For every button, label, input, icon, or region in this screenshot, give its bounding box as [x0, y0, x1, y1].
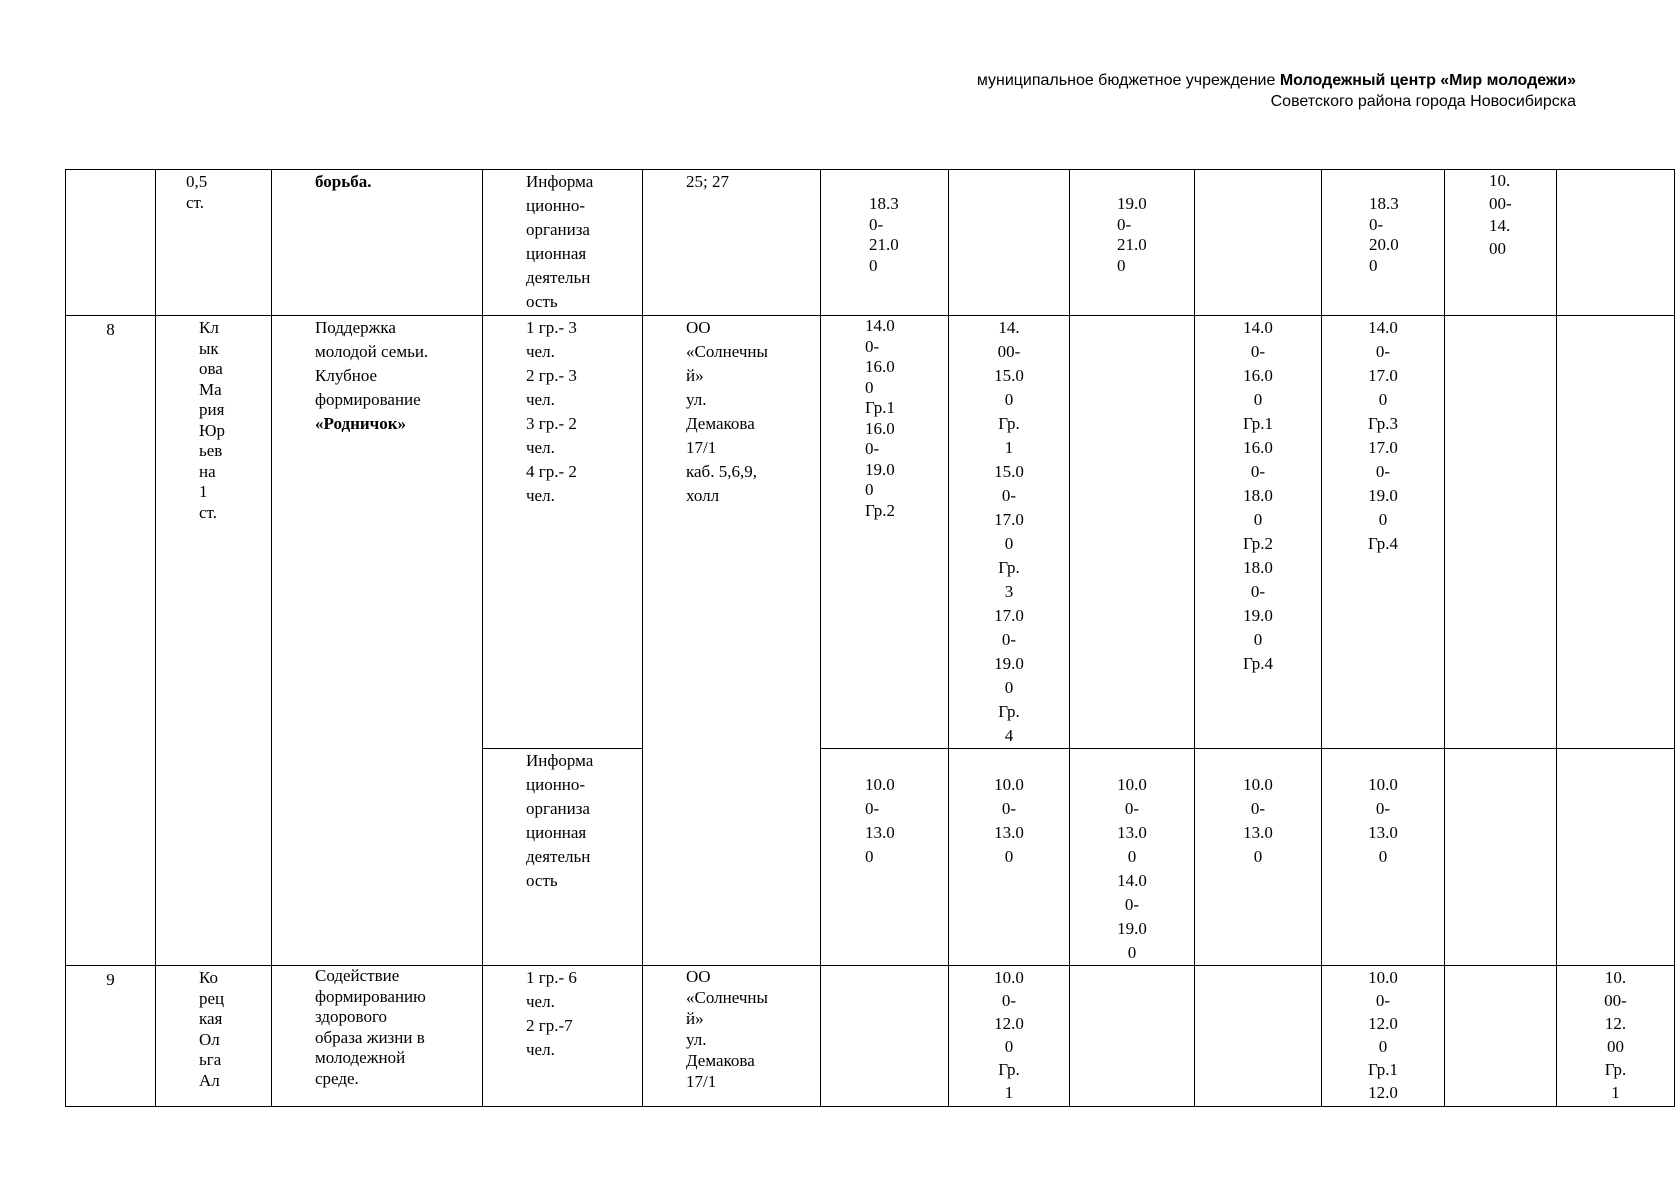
- cell-friday: 10.0 0- 13.0 0: [1322, 749, 1445, 966]
- cell-monday: 18.3 0- 21.0 0: [821, 170, 949, 316]
- header-org-name: Молодежный центр «Мир молодежи»: [1279, 72, 1576, 89]
- cell-thursday: 14.0 0- 16.0 0 Гр.1 16.0 0- 18.0 0 Гр.2 18.0 0- 19.0 0 Гр.4: [1195, 316, 1322, 749]
- cell-tuesday: 14. 00- 15.0 0 Гр. 1 15.0 0- 17.0 0 Гр. 3 17.0 0- 19.0 0 Гр. 4: [949, 316, 1070, 749]
- cell-groups: 1 гр.- 6 чел. 2 гр.-7 чел.: [483, 966, 643, 1107]
- document-header: [977, 70, 1576, 112]
- cell-thursday: [1195, 170, 1322, 316]
- cell-thursday: [1195, 966, 1322, 1107]
- cell-saturday: [1445, 966, 1557, 1107]
- cell-friday: 10.0 0- 12.0 0 Гр.1 12.0: [1322, 966, 1445, 1107]
- cell-groups: 1 гр.- 3 чел. 2 гр.- 3 чел. 3 гр.- 2 чел. 4 гр.- 2 чел.: [483, 316, 643, 749]
- cell-groups: Информа ционно- организа ционная деятельн ость: [483, 749, 643, 966]
- cell-address: ОО «Солнечны й» ул. Демакова 17/1: [643, 966, 821, 1107]
- cell-activity: борьба.: [272, 170, 483, 316]
- cell-activity: Содействие формированию здорового образа жизни в молодежной среде.: [272, 966, 483, 1107]
- header-org-type: муниципальное бюджетное учреждение: [976, 72, 1280, 89]
- cell-thursday: 10.0 0- 13.0 0: [1195, 749, 1322, 966]
- cell-num: 9: [66, 966, 156, 1107]
- cell-name: Кл ык ова Ма рия Юр ьев на 1 ст.: [156, 316, 272, 966]
- cell-monday: [821, 966, 949, 1107]
- cell-tuesday: 10.0 0- 13.0 0: [949, 749, 1070, 966]
- cell-sunday: 10. 00- 12. 00 Гр. 1: [1557, 966, 1675, 1107]
- cell-monday: 14.0 0- 16.0 0 Гр.1 16.0 0- 19.0 0 Гр.2: [821, 316, 949, 749]
- cell-sunday: [1557, 316, 1675, 749]
- cell-address: 25; 27: [643, 170, 821, 316]
- header-line-2: Советского района города Новосибирска: [1270, 93, 1576, 110]
- table-row: [66, 966, 1675, 1107]
- cell-wednesday: 19.0 0- 21.0 0: [1070, 170, 1195, 316]
- cell-groups: Информа ционно- организа ционная деятельн ость: [483, 170, 643, 316]
- cell-friday: 14.0 0- 17.0 0 Гр.3 17.0 0- 19.0 0 Гр.4: [1322, 316, 1445, 749]
- header-line-1: [977, 70, 1576, 91]
- cell-saturday: [1445, 749, 1557, 966]
- cell-address: ОО «Солнечны й» ул. Демакова 17/1 каб. 5,6,9, холл: [643, 316, 821, 966]
- club-name: «Родничок»: [315, 414, 407, 433]
- cell-name: 0,5 ст.: [156, 170, 272, 316]
- table-row: [66, 170, 1675, 316]
- schedule-table: [65, 169, 1675, 1107]
- cell-sunday: [1557, 749, 1675, 966]
- cell-monday: 10.0 0- 13.0 0: [821, 749, 949, 966]
- cell-name: Ко рец кая Ол ьга Ал: [156, 966, 272, 1107]
- cell-saturday: [1445, 316, 1557, 749]
- cell-num: [66, 170, 156, 316]
- cell-num: 8: [66, 316, 156, 966]
- cell-friday: 18.3 0- 20.0 0: [1322, 170, 1445, 316]
- cell-saturday: 10. 00- 14. 00: [1445, 170, 1557, 316]
- cell-wednesday: [1070, 966, 1195, 1107]
- activity-text: Поддержка молодой семьи. Клубное формирование: [315, 318, 429, 409]
- cell-tuesday: [949, 170, 1070, 316]
- cell-tuesday: 10.0 0- 12.0 0 Гр. 1: [949, 966, 1070, 1107]
- cell-wednesday: [1070, 316, 1195, 749]
- table-row: [66, 316, 1675, 749]
- cell-sunday: [1557, 170, 1675, 316]
- cell-wednesday: 10.0 0- 13.0 0 14.0 0- 19.0 0: [1070, 749, 1195, 966]
- cell-activity: [272, 316, 483, 966]
